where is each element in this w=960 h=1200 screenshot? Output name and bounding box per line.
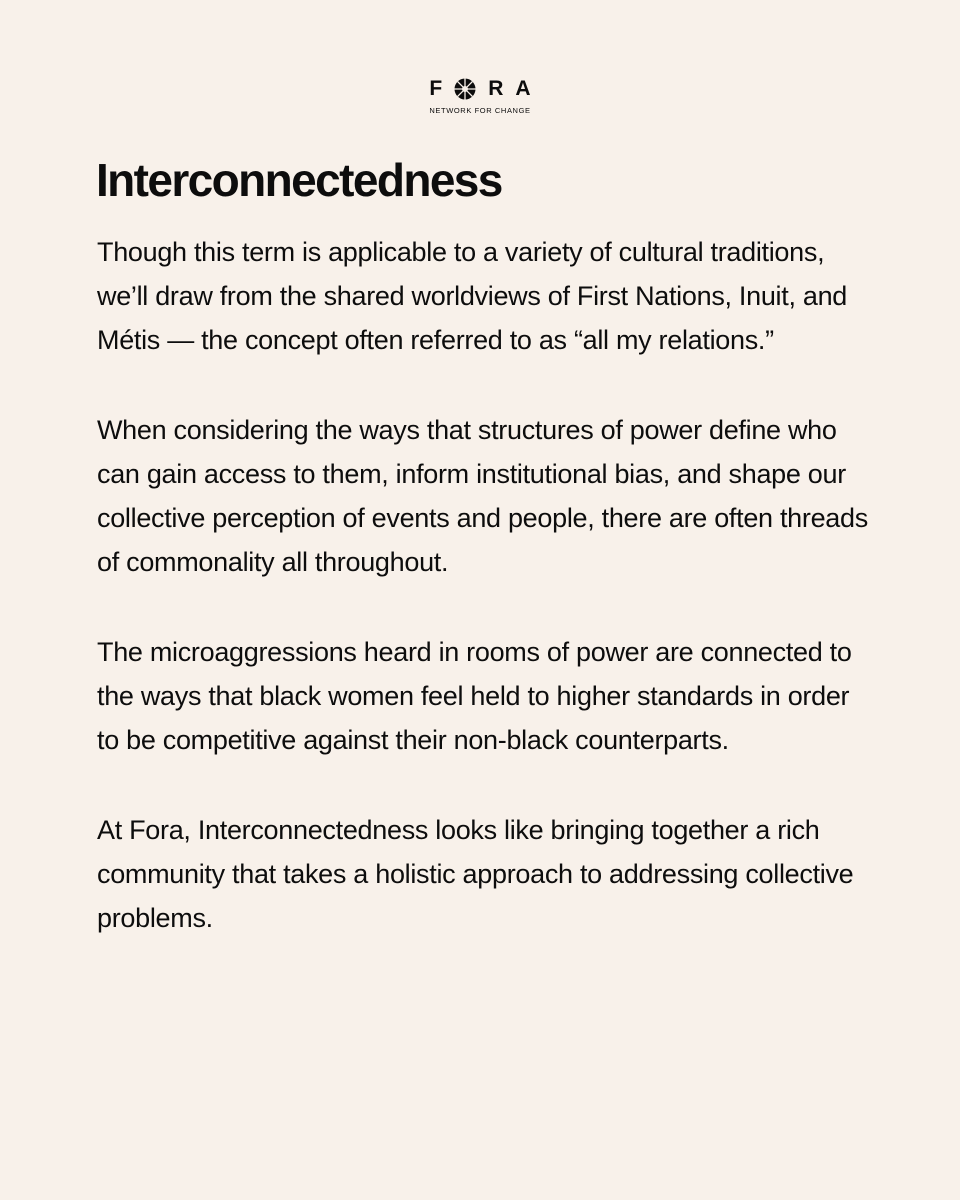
paragraph-4: At Fora, Interconnectedness looks like bringing together a rich community that takes a holistic approach to addressing collective problems. (97, 815, 854, 933)
paragraph-2: When considering the ways that structures of power define who can gain access to them, inform institutional bias, and shape our collective perception of events and people, there are often threads of commonality all throughout. (97, 415, 868, 577)
fora-logo (0, 74, 960, 115)
logo-letter-a: A (515, 77, 531, 100)
logo-o-mark-icon (454, 78, 476, 100)
logo-tagline: NETWORK FOR CHANGE (429, 106, 531, 115)
logo-letter-r: R (488, 77, 504, 100)
logo-wordmark (0, 74, 960, 104)
body-text (97, 230, 877, 986)
paragraph-3: The microaggressions heard in rooms of power are connected to the ways that black women feel held to higher standards in order to be competitive against their non-black counterparts. (97, 637, 852, 755)
page-title: Interconnectedness (96, 154, 502, 206)
paragraph-1: Though this term is applicable to a variety of cultural traditions, we’ll draw from the shared worldviews of First Nations, Inuit, and Métis — the concept often referred to as “all my relations.” (97, 237, 848, 355)
logo-letter-f: F (429, 77, 443, 100)
